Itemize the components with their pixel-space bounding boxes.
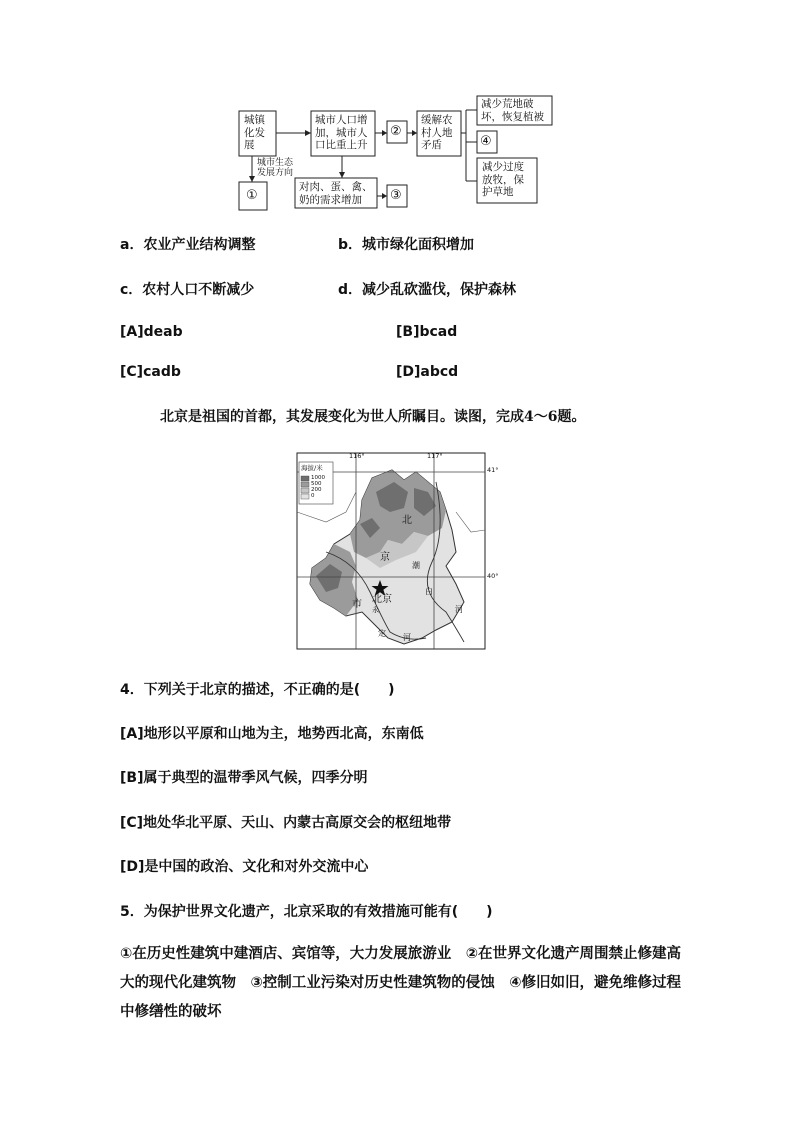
q5-stem: 5．为保护世界文化遗产，北京采取的有效措施可能有( ) [120, 904, 493, 920]
line: 城市人口增 [315, 114, 368, 126]
line: 加，城市人 [315, 126, 368, 139]
line: 展 [244, 139, 255, 151]
map-label-yong: 永 [372, 606, 379, 614]
urbanization-text [244, 114, 265, 152]
circle4-label: ④ [480, 134, 492, 149]
line: 奶的需求增加 [299, 193, 362, 206]
line: 化发 [244, 126, 265, 139]
city-pop-text [315, 114, 368, 152]
circle3-label: ③ [390, 188, 402, 203]
q4-option-c: [C]地处华北平原、天山、内蒙古高原交会的枢纽地带 [120, 815, 452, 831]
line: 缓解农 [421, 114, 453, 126]
lat-41: 41° [487, 466, 499, 474]
legend-level: 1000 [311, 475, 325, 481]
q4-option-a: [A]地形以平原和山地为主，地势西北高，东南低 [120, 726, 424, 742]
lon-117: 117° [427, 452, 443, 460]
legend-level: 0 [311, 493, 315, 499]
line: 放牧，保 [482, 173, 524, 186]
answer-c: [C]cadb [120, 364, 181, 380]
option-c: c．农村人口不断减少 [120, 282, 255, 298]
line: 发展方向 [257, 168, 294, 178]
legend-level: 500 [311, 481, 322, 487]
line: 矛盾 [421, 139, 442, 151]
map-label-capital: 北京 [372, 594, 392, 605]
line: 城市生态 [257, 158, 294, 168]
map-label-he1: 河 [455, 605, 463, 614]
q4-stem: 4．下列关于北京的描述，不正确的是( ) [120, 682, 395, 698]
q4-option-b: [B]属于典型的温带季风气候，四季分明 [120, 770, 368, 786]
map-label-ding: 定 [378, 629, 386, 638]
option-b: b．城市绿化面积增加 [338, 237, 475, 253]
answer-b: [B]bcad [396, 324, 458, 340]
option-a: a．农业产业结构调整 [120, 237, 256, 253]
circle1-label: ① [246, 188, 258, 203]
q4-option-d: [D]是中国的政治、文化和对外交流中心 [120, 859, 369, 875]
eco-dir-text [257, 158, 293, 178]
legend-level: 200 [311, 487, 322, 493]
map-label-jing: 京 [380, 552, 390, 563]
map-label-bei: 北 [402, 515, 412, 526]
lon-116: 116° [349, 452, 365, 460]
line: 坏，恢复植被 [481, 110, 544, 123]
map-label-chao: 潮 [412, 561, 420, 570]
line: 口比重上升 [315, 139, 368, 151]
line: 城镇 [244, 114, 265, 126]
intro-text: 北京是祖国的首都，其发展变化为世人所瞩目。读图，完成4～6题。 [160, 409, 586, 425]
beijing-map [296, 452, 498, 652]
map-label-shi: 市 [352, 599, 362, 610]
answer-d: [D]abcd [396, 364, 459, 380]
line: 对肉、蛋、禽、 [299, 181, 373, 193]
map-label-he2: 河 [403, 633, 411, 642]
line: 减少过度 [482, 161, 524, 173]
lat-40: 40° [487, 572, 499, 580]
legend-title: 海拔/米 [301, 464, 323, 472]
line: 护草地 [482, 186, 514, 198]
legend-levels [311, 475, 325, 499]
flowchart [0, 0, 794, 215]
line: 村人地 [421, 126, 453, 139]
option-d: d．减少乱砍滥伐，保护森林 [338, 282, 517, 298]
q5-body: ①在历史性建筑中建酒店、宾馆等，大力发展旅游业 ②在世界文化遗产周围禁止修建高大的现代化建筑物 ③控制工业污染对历史性建筑物的侵蚀 ④修旧如旧，避免维修过程中修缮性的破坏 [120, 946, 682, 1020]
map-label-bai: 白 [425, 587, 433, 596]
answer-a: [A]deab [120, 324, 183, 340]
reduce-waste-text [481, 98, 544, 123]
demand-text [299, 181, 373, 206]
reduce-graze-text [482, 161, 524, 199]
line: 减少荒地破 [481, 98, 534, 110]
circle2-label: ② [390, 124, 402, 139]
relieve-text [421, 114, 453, 152]
